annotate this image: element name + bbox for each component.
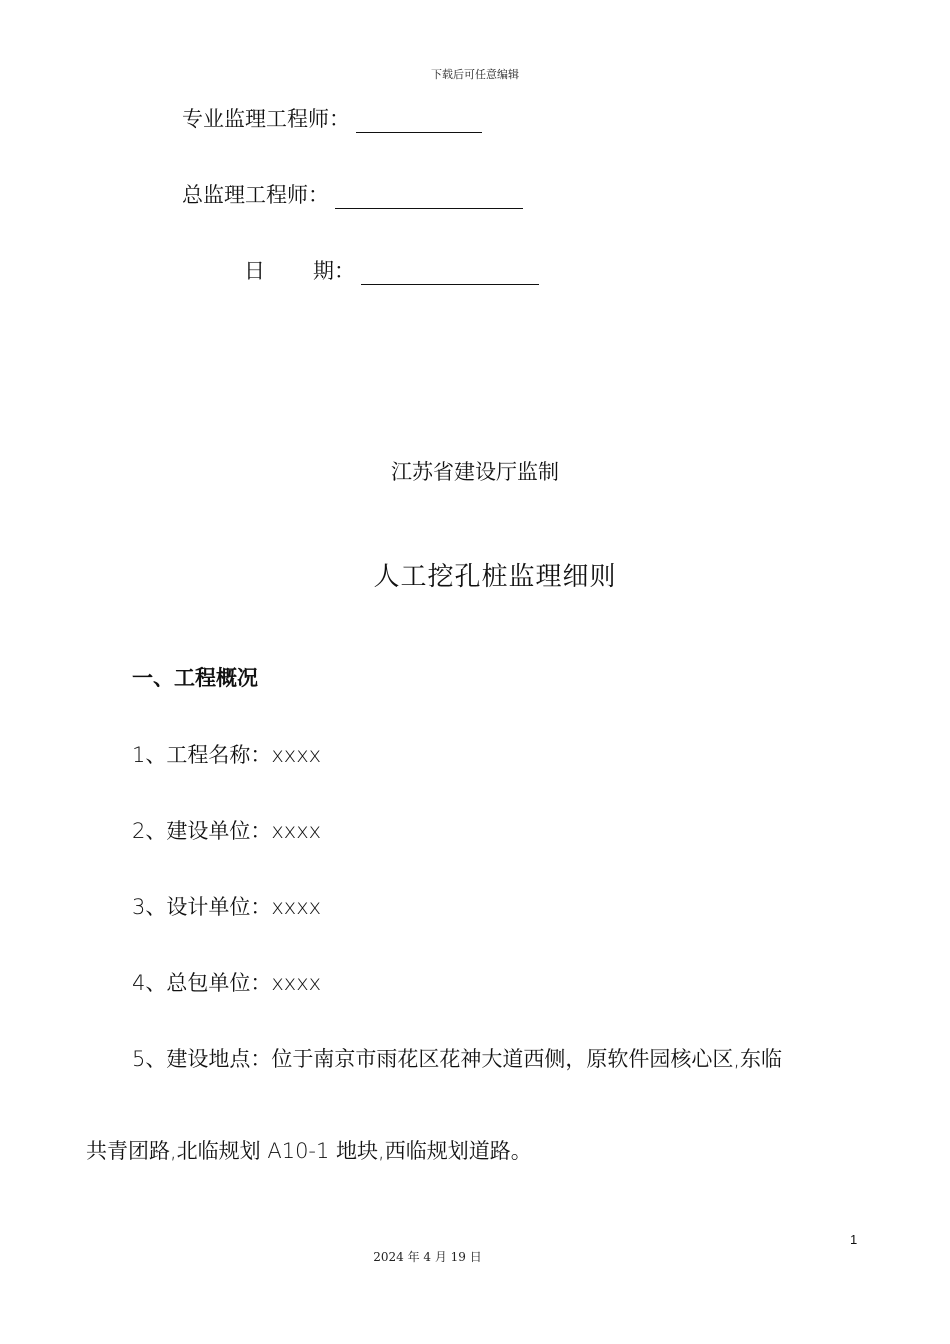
date-label-first: 日 — [244, 259, 265, 283]
document-title: 人工挖孔桩监理细则 — [373, 562, 617, 592]
chief-engineer-label: 总监理工程师： — [182, 183, 329, 207]
date-signature-line — [361, 264, 539, 285]
list-item: 5、建设地点：位于南京市雨花区花神大道西侧，原软件园核心区,东临 — [132, 1047, 783, 1071]
date-signature — [244, 255, 539, 285]
list-item: 4、总包单位：xxxx — [132, 971, 322, 995]
specialist-engineer-signature — [182, 103, 482, 133]
chief-engineer-signature — [182, 179, 523, 209]
date-label-second: 期： — [313, 259, 355, 283]
page-number: 1 — [850, 1232, 858, 1247]
specialist-engineer-label: 专业监理工程师： — [182, 107, 350, 131]
page-header: 下载后可任意编辑 — [431, 68, 519, 81]
section-heading: 一、工程概况 — [132, 666, 258, 690]
list-item: 1、工程名称：xxxx — [132, 743, 322, 767]
issuer-text: 江苏省建设厅监制 — [391, 460, 559, 484]
specialist-engineer-signature-line — [356, 112, 482, 133]
list-item: 3、设计单位：xxxx — [132, 895, 322, 919]
page-footer-date: 2024 年 4 月 19 日 — [373, 1250, 482, 1264]
list-item-continuation: 共青团路,北临规划 A10-1 地块,西临规划道路。 — [86, 1139, 532, 1163]
chief-engineer-signature-line — [335, 188, 523, 209]
list-item: 2、建设单位：xxxx — [132, 819, 322, 843]
